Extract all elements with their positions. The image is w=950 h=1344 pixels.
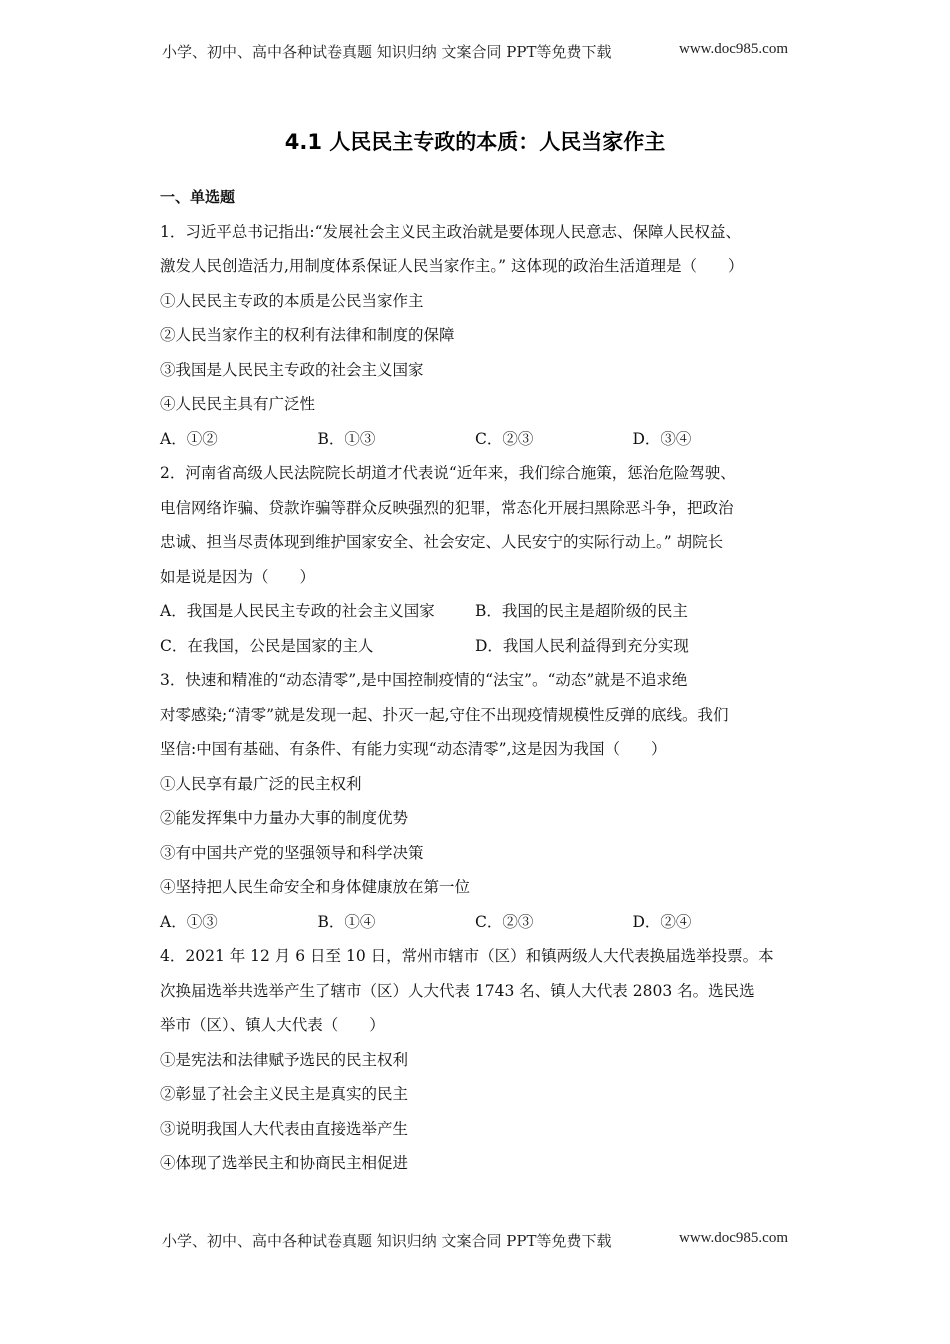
answer-options [160, 422, 790, 457]
answer-options [160, 629, 790, 664]
option-c: C．②③ [475, 912, 534, 931]
question-text-line: 2．河南省高级人民法院院长胡道才代表说“近年来，我们综合施策，惩治危险驾驶、 [160, 464, 736, 482]
question-2 [160, 456, 790, 663]
option-a: A．①③ [160, 912, 218, 931]
question-text-line: 3．快速和精准的“动态清零”,是中国控制疫情的“法宝”。“动态”就是不追求绝 [160, 671, 688, 689]
statement-item: ③有中国共产党的坚强领导和科学决策 [160, 843, 424, 862]
statement-item: ③我国是人民民主专政的社会主义国家 [160, 360, 424, 379]
option-b: B．①④ [317, 912, 376, 931]
option-d: D．我国人民利益得到充分实现 [475, 636, 689, 655]
question-1 [160, 215, 790, 457]
statement-item: ④人民民主具有广泛性 [160, 395, 316, 413]
question-text-line: 忠诚、担当尽责体现到维护国家安全、社会安定、人民安宁的实际行动上。” 胡院长 [160, 533, 724, 551]
page-footer [162, 1230, 788, 1251]
option-a: A．①② [160, 429, 218, 448]
answer-options [160, 594, 790, 629]
option-c: C．在我国，公民是国家的主人 [160, 636, 374, 655]
question-text-line: 坚信:中国有基础、有条件、有能力实现“动态清零”,这是因为我国（ ） [160, 740, 667, 758]
option-b: B．①③ [317, 429, 376, 448]
question-text-line: 电信网络诈骗、贷款诈骗等群众反映强烈的犯罪，常态化开展扫黑除恶斗争，把政治 [160, 498, 734, 517]
option-c: C．②③ [475, 429, 534, 448]
section-heading: 一、单选题 [160, 188, 236, 206]
statement-item: ④体现了选举民主和协商民主相促进 [160, 1154, 409, 1172]
page-header [162, 41, 788, 62]
question-text-line: 举市（区）、镇人大代表（ ） [160, 1016, 385, 1034]
footer-text: 小学、初中、高中各种试卷真题 知识归纳 文案合同 PPT等免费下载 [162, 1232, 612, 1250]
footer-site-link[interactable]: www.doc985.com [678, 1230, 788, 1246]
statement-item: ②人民当家作主的权利有法律和制度的保障 [160, 326, 455, 344]
header-site-link[interactable]: www.doc985.com [678, 41, 788, 57]
statement-item: ②能发挥集中力量办大事的制度优势 [160, 809, 409, 827]
option-a: A．我国是人民民主专政的社会主义国家 [160, 602, 435, 620]
question-text-line: 次换届选举共选举产生了辖市（区）人大代表 1743 名、镇人大代表 2803 名。选民选 [160, 981, 755, 1000]
statement-item: ④坚持把人民生命安全和身体健康放在第一位 [160, 878, 471, 896]
option-d: D．③④ [632, 429, 692, 448]
statement-item: ①是宪法和法律赋予选民的民主权利 [160, 1050, 409, 1069]
statement-item: ①人民享有最广泛的民主权利 [160, 774, 362, 793]
question-text-line: 如是说是因为（ ） [160, 567, 316, 586]
question-3 [160, 663, 790, 939]
document-body [160, 180, 790, 1181]
document-title: 4.1 人民民主专政的本质：人民当家作主 [284, 130, 666, 154]
question-text-line: 1．习近平总书记指出:“发展社会主义民主政治就是要体现人民意志、保障人民权益、 [160, 222, 742, 241]
question-text-line: 激发人民创造活力,用制度体系保证人民当家作主。” 这体现的政治生活道理是（ ） [160, 257, 744, 275]
statement-item: ③说明我国人大代表由直接选举产生 [160, 1119, 409, 1138]
answer-options [160, 905, 790, 940]
option-b: B．我国的民主是超阶级的民主 [475, 602, 688, 620]
question-text-line: 4．2021 年 12 月 6 日至 10 日，常州市辖市（区）和镇两级人大代表换届选举投票。本 [160, 947, 774, 965]
header-text: 小学、初中、高中各种试卷真题 知识归纳 文案合同 PPT等免费下载 [162, 43, 612, 61]
statement-item: ②彰显了社会主义民主是真实的民主 [160, 1085, 409, 1103]
statement-item: ①人民民主专政的本质是公民当家作主 [160, 291, 424, 310]
question-text-line: 对零感染;“清零”就是发现一起、扑灭一起,守住不出现疫情规模性反弹的底线。我们 [160, 705, 729, 724]
question-4 [160, 939, 790, 1181]
option-d: D．②④ [632, 912, 692, 931]
